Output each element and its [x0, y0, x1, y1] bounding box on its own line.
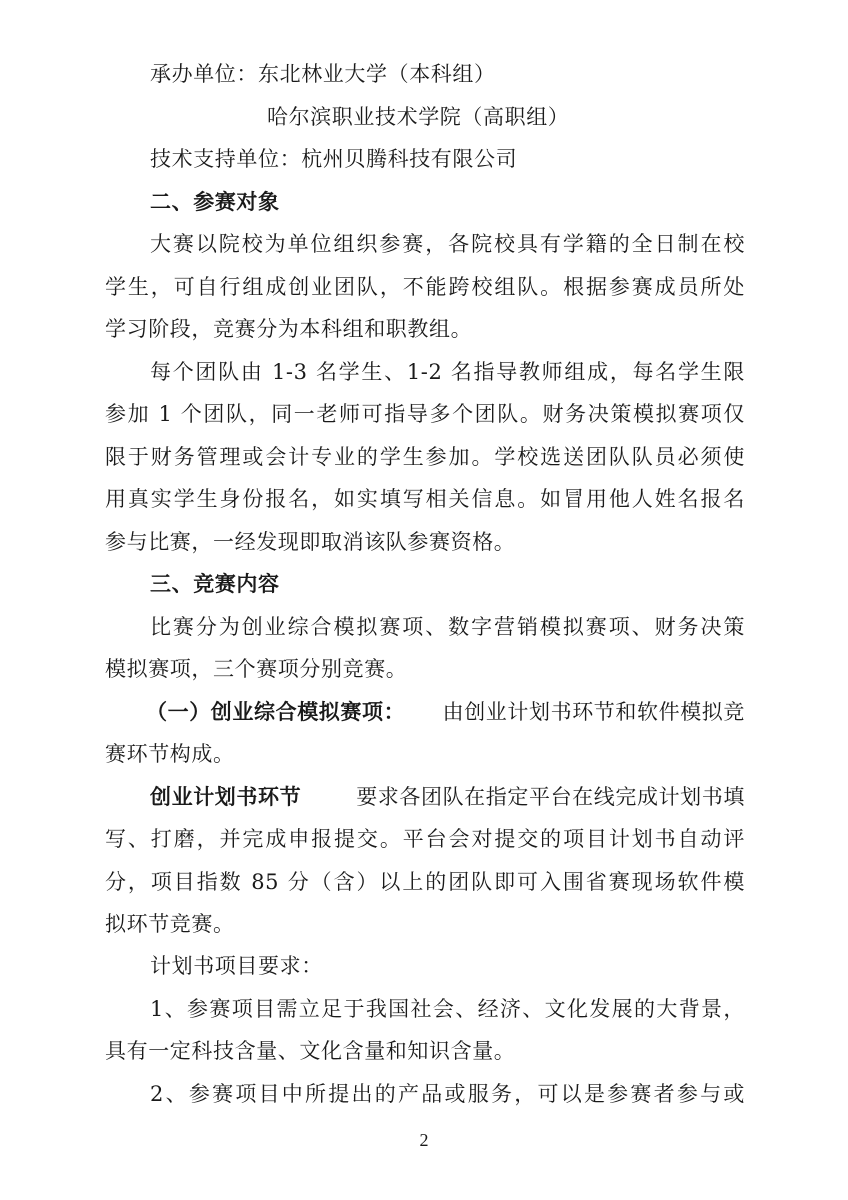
organizer-unit-2: 哈尔滨职业技术学院（高职组）	[267, 105, 570, 129]
plan-text-1: 要求各团队在指定平台在线完成计划书填	[356, 785, 745, 809]
page-number: 2	[419, 1130, 429, 1150]
requirement-2-line-1: 2、参赛项目中所提出的产品或服务，可以是参赛者参与或	[150, 1082, 745, 1106]
subsection-1-line-1	[146, 698, 745, 726]
organizer-line	[150, 60, 496, 88]
section-2-p2-line-2: 参加 1 个团队，同一老师可指导多个团队。财务决策模拟赛项仅	[105, 402, 745, 426]
section-3-heading: 三、竞赛内容	[150, 572, 280, 596]
section-3-p1-line-2: 模拟赛项，三个赛项分别竞赛。	[105, 657, 408, 681]
section-2-p1-line-2: 学生，可自行组成创业团队，不能跨校组队。根据参赛成员所处	[105, 275, 745, 299]
plan-line-1	[150, 783, 745, 811]
section-2-p1-line-3: 学习阶段，竞赛分为本科组和职教组。	[105, 317, 473, 341]
requirement-1-line-1: 1、参赛项目需立足于我国社会、经济、文化发展的大背景，	[150, 997, 745, 1021]
subsection-1-text-1: 由创业计划书环节和软件模拟竞	[442, 700, 745, 724]
section-2-p2-line-3: 限于财务管理或会计专业的学生参加。学校选送团队队员必须使	[105, 445, 745, 469]
requirements-title: 计划书项目要求：	[150, 954, 323, 978]
section-2-p2-line-1: 每个团队由 1-3 名学生、1-2 名指导教师组成，每名学生限	[150, 360, 745, 384]
subsection-1-text-2: 赛环节构成。	[105, 742, 235, 766]
organizer-label: 承办单位：	[150, 62, 258, 86]
plan-title: 创业计划书环节	[150, 785, 302, 809]
tech-support-line: 技术支持单位：杭州贝腾科技有限公司	[150, 147, 518, 171]
plan-line-2: 写、打磨，并完成申报提交。平台会对提交的项目计划书自动评	[105, 827, 745, 851]
section-2-p2-line-4: 用真实学生身份报名，如实填写相关信息。如冒用他人姓名报名	[105, 487, 745, 511]
section-2-heading: 二、参赛对象	[150, 190, 280, 214]
plan-line-4: 拟环节竞赛。	[105, 912, 235, 936]
section-2-p2-line-5: 参与比赛，一经发现即取消该队参赛资格。	[105, 530, 516, 554]
section-2-p1-line-1: 大赛以院校为单位组织参赛，各院校具有学籍的全日制在校	[150, 232, 745, 256]
plan-line-3: 分，项目指数 85 分（含）以上的团队即可入围省赛现场软件模	[105, 870, 745, 894]
requirement-1-line-2: 具有一定科技含量、文化含量和知识含量。	[105, 1039, 516, 1063]
subsection-1-title: （一）创业综合模拟赛项：	[146, 700, 406, 724]
organizer-unit-1: 东北林业大学（本科组）	[258, 62, 496, 86]
section-3-p1-line-1: 比赛分为创业综合模拟赛项、数字营销模拟赛项、财务决策	[150, 615, 745, 639]
